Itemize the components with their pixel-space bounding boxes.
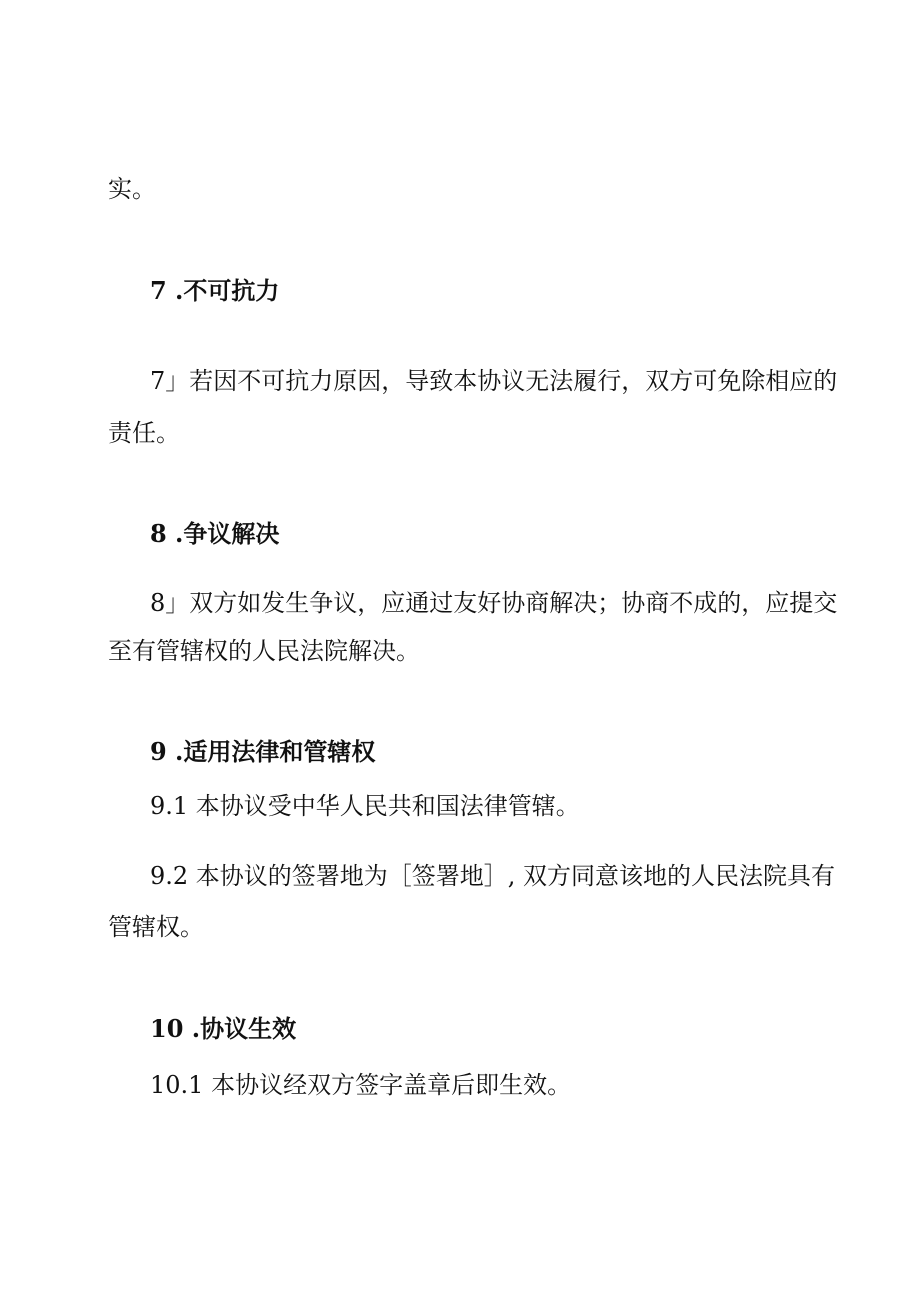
section-9-heading: 9 .适用法律和管辖权 <box>150 737 376 766</box>
clause-8-1-line-2: 至有管辖权的人民法院解决。 <box>108 637 420 665</box>
clause-10-1: 10.1 本协议经双方签字盖章后即生效。 <box>150 1071 572 1099</box>
clause-9-1: 9.1 本协议受中华人民共和国法律管辖。 <box>150 792 580 820</box>
clause-9-2-line-1: 9.2 本协议的签署地为［签署地］, 双方同意该地的人民法院具有 <box>150 862 836 890</box>
carryover-text: 实。 <box>108 175 156 203</box>
clause-7-1-line-2: 责任。 <box>108 419 180 447</box>
clause-7-1-line-1: 7」若因不可抗力原因，导致本协议无法履行，双方可免除相应的 <box>150 367 838 395</box>
section-10-heading: 10 .协议生效 <box>150 1014 297 1043</box>
section-8-heading: 8 .争议解决 <box>150 519 280 548</box>
section-7-heading: 7 .不可抗力 <box>150 276 280 305</box>
clause-9-2-line-2: 管辖权。 <box>108 913 204 941</box>
clause-8-1-line-1: 8」双方如发生争议，应通过友好协商解决；协商不成的，应提交 <box>150 589 838 617</box>
